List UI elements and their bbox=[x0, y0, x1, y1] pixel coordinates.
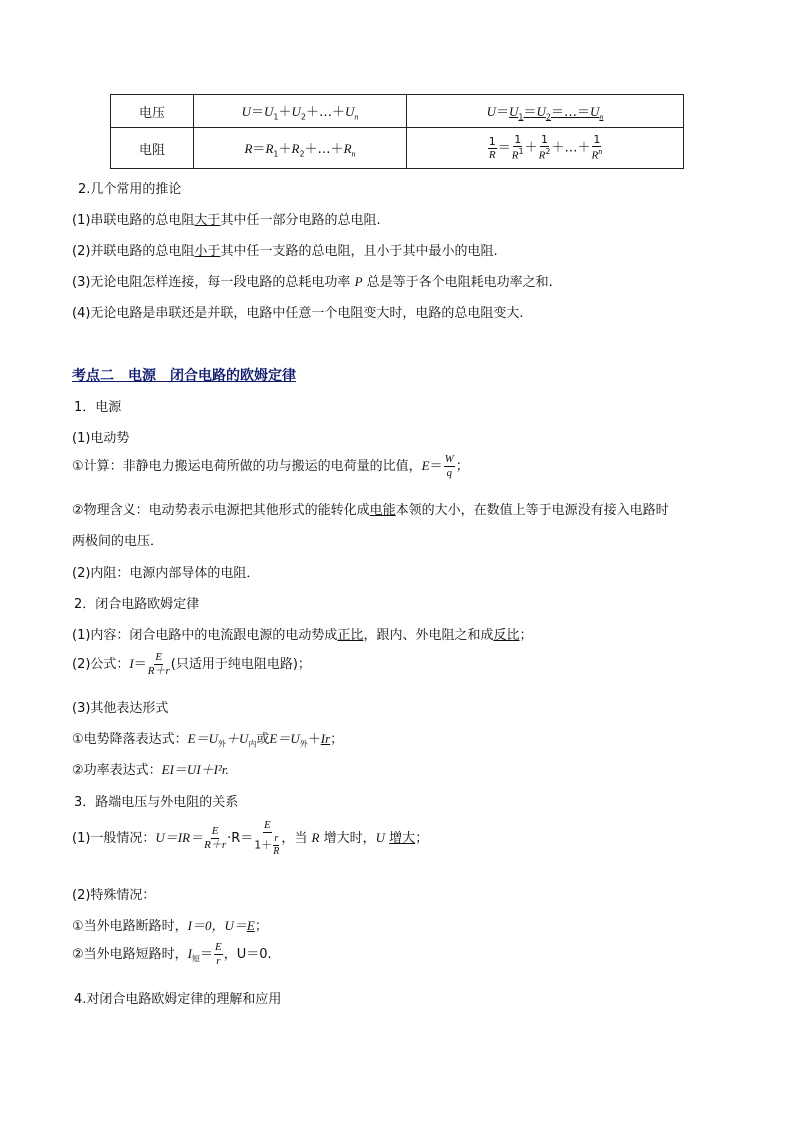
inference-4: (4)无论电路是串联还是并联，电路中任意一个电阻变大时，电路的总电阻变大. bbox=[72, 306, 524, 321]
open-circuit: ①当外电路断路时，I＝0，U＝E； bbox=[72, 918, 268, 934]
ohm-content: (1)内容：闭合电路中的电流跟电源的电动势成正比，跟内、外电阻之和成反比； bbox=[72, 628, 533, 643]
other-forms-title: (3)其他表达形式 bbox=[72, 701, 169, 716]
internal-resistance: (2)内阻：电源内部导体的电阻． bbox=[72, 566, 260, 581]
parallel-voltage-formula: $U=U_1=U_2=\dots=U_n$ bbox=[407, 95, 684, 128]
section-heading: 考点二 电源 闭合电路的欧姆定律 bbox=[72, 368, 296, 384]
subsection-3-title: 3．路端电压与外电阻的关系 bbox=[74, 795, 239, 810]
row-label-resistance: 电阻 bbox=[111, 128, 194, 169]
table-row bbox=[111, 95, 684, 128]
subsection-2-title: 2．闭合电路欧姆定律 bbox=[74, 597, 200, 612]
emf-meaning-line2: 两极间的电压． bbox=[72, 534, 164, 549]
formula-table bbox=[110, 94, 684, 169]
emf-calc: ①计算：非静电力搬运电荷所做的功与搬运的电荷量的比值，E＝ $\frac{W}{q}$ ； bbox=[72, 453, 469, 479]
emf-title: (1)电动势 bbox=[72, 431, 130, 446]
power-expression: ②功率表达式：EI＝UI＋I²r. bbox=[72, 762, 229, 778]
subsection-1-title: 1．电源 bbox=[74, 400, 122, 415]
emf-meaning: ②物理含义：电动势表示电源把其他形式的能转化成电能本领的大小，在数值上等于电源没有接入电路时 bbox=[72, 503, 669, 518]
table-row bbox=[111, 128, 684, 169]
ohm-formula: (2)公式：I＝ $\frac{E}{R+r}$ (只适用于纯电阻电路)； bbox=[72, 651, 311, 677]
inference-3: (3)无论电阻怎样连接，每一段电路的总耗电功率 P 总是等于各个电阻耗电功率之和. bbox=[72, 274, 553, 290]
general-case: (1)一般情况：U＝IR＝ $\frac{E}{R+r}$ ·R＝ E 1＋ $\frac{r}{R}$ ，当 R 增大时，U 增大； bbox=[72, 819, 429, 857]
inference-1: (1)串联电路的总电阻大于其中任一部分电路的总电阻. bbox=[72, 213, 381, 228]
series-resistance-formula: $R=R_1+R_2+\dots+R_n$ bbox=[194, 128, 407, 169]
voltage-drop-expression: ①电势降落表达式：$E=U_外+U_内$或$E=U_外+Ir$； bbox=[72, 731, 344, 749]
inferences-title: 2.几个常用的推论 bbox=[78, 182, 182, 197]
series-voltage-formula: $U=U_1+U_2+\dots+U_n$ bbox=[194, 95, 407, 128]
subsection-4-title: 4.对闭合电路欧姆定律的理解和应用 bbox=[74, 992, 282, 1007]
short-circuit: ②当外电路短路时，$I_短=$ $\frac{E}{r}$ ，U＝0. bbox=[72, 941, 272, 967]
parallel-resistance-formula: $\frac{1}{R}$ ＝ $\frac{1}{R^1}$ ＋ $\frac{1}{R^2}$ ＋…＋ $\frac{1}{R^n}$ bbox=[407, 128, 684, 169]
inference-2: (2)并联电路的总电阻小于其中任一支路的总电阻，且小于其中最小的电阻. bbox=[72, 244, 498, 259]
row-label-voltage: 电压 bbox=[111, 95, 194, 128]
special-case-title: (2)特殊情况： bbox=[72, 888, 156, 903]
